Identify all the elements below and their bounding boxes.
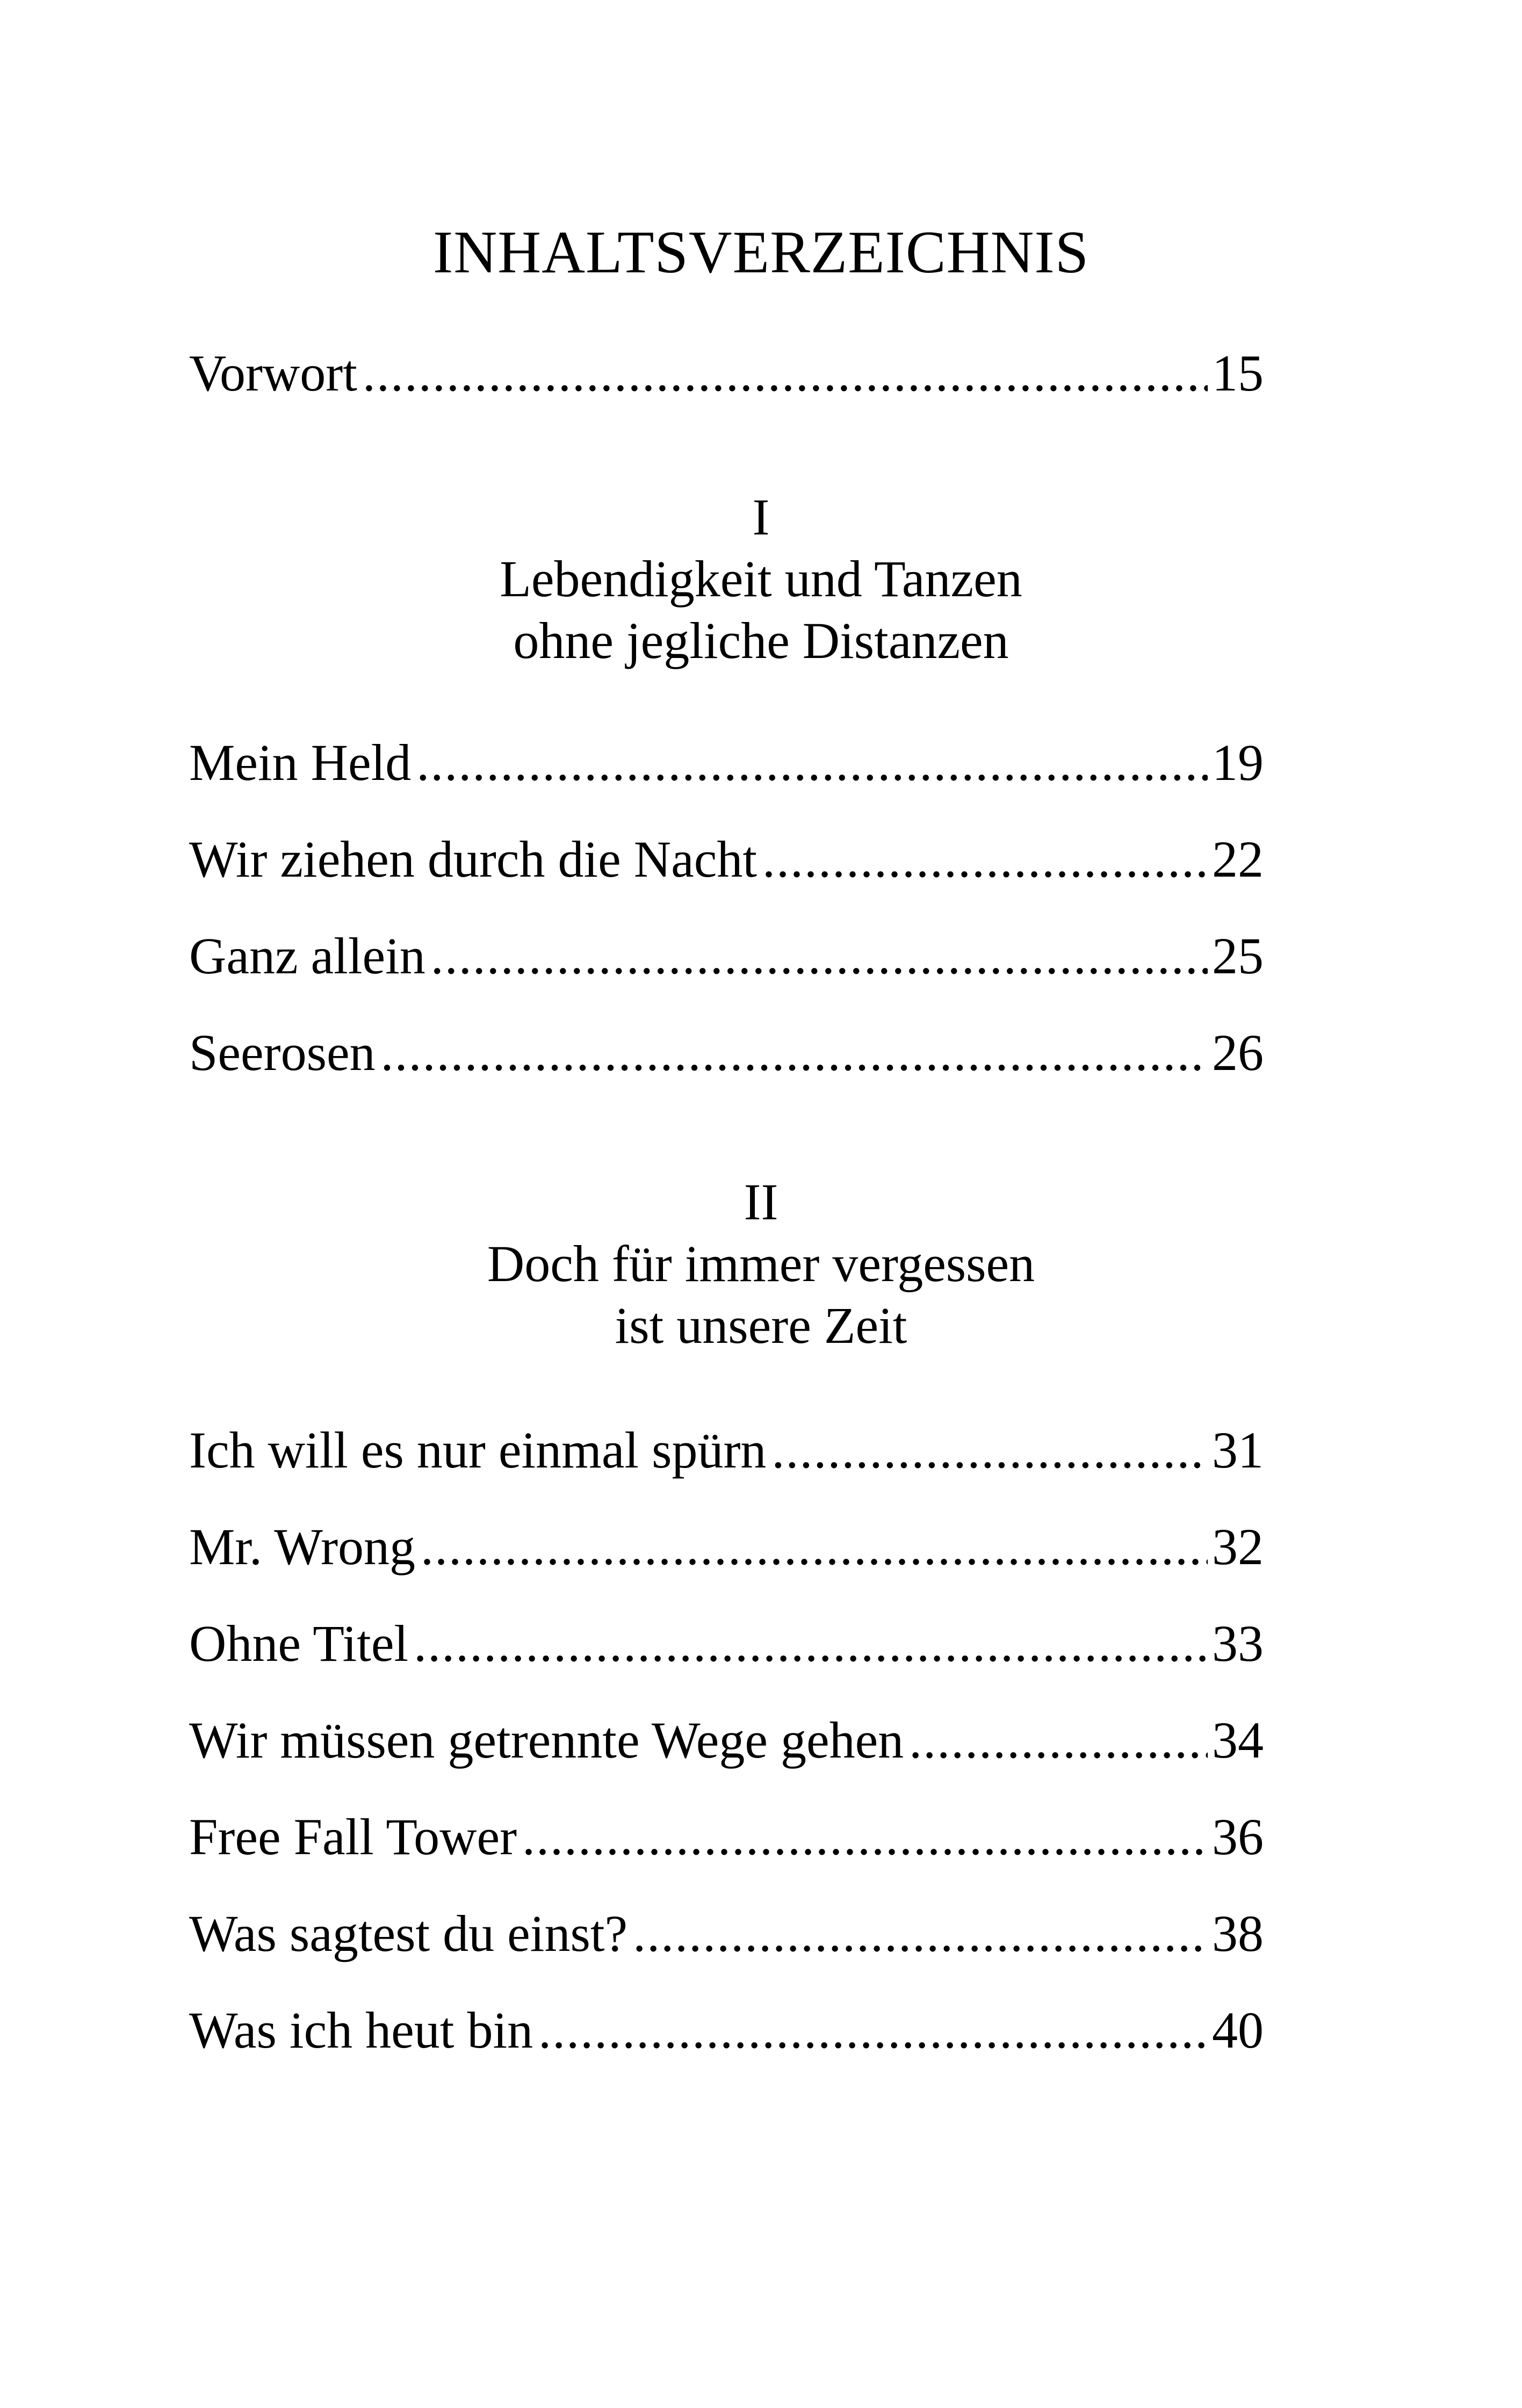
- toc-entry-title: Wir müssen getrennte Wege gehen: [189, 1711, 904, 1769]
- toc-entry-page: 38: [1212, 1905, 1264, 1962]
- toc-leader-dots: [431, 921, 1208, 991]
- toc-leader-dots: [416, 728, 1208, 798]
- part-heading-line: ohne jegliche Distanzen: [513, 612, 1009, 669]
- toc-entry-page: 36: [1212, 1808, 1264, 1865]
- toc-entry: [189, 1899, 1264, 1969]
- toc-entry-title: Ich will es nur einmal spürn: [189, 1421, 767, 1479]
- part-heading-line: Lebendigkeit und Tanzen: [500, 550, 1022, 608]
- toc-entry-page: 25: [1212, 927, 1264, 985]
- toc-entry-page: 34: [1212, 1711, 1264, 1769]
- part-heading-line: Doch für immer vergessen: [487, 1235, 1035, 1292]
- toc-leader-dots: [762, 825, 1208, 894]
- toc-entry-page: 31: [1212, 1421, 1264, 1479]
- toc-leader-dots: [363, 338, 1208, 408]
- toc-entry-page: 40: [1212, 2001, 1264, 2059]
- toc-entry-title: Mein Held: [189, 734, 412, 791]
- toc-entry-title: Free Fall Tower: [189, 1808, 517, 1865]
- toc-entry: [189, 728, 1264, 798]
- toc-leader-dots: [909, 1705, 1208, 1775]
- toc-entry-title: Was sagtest du einst?: [189, 1905, 628, 1962]
- toc-leader-dots: [381, 1018, 1208, 1088]
- toc-entry-page: 32: [1212, 1518, 1264, 1575]
- toc-leader-dots: [771, 1415, 1208, 1485]
- toc-entry-page: 26: [1212, 1024, 1264, 1081]
- toc-leader-dots: [522, 1802, 1208, 1872]
- toc-entry-title: Seerosen: [189, 1024, 376, 1081]
- toc-entry-title: Ganz allein: [189, 927, 425, 985]
- toc-leader-dots: [633, 1899, 1208, 1969]
- part-heading: [0, 486, 1522, 671]
- part-numeral: II: [744, 1173, 778, 1231]
- toc-leader-dots: [421, 1512, 1208, 1582]
- toc-entry: [189, 825, 1264, 894]
- part-heading-line: ist unsere Zeit: [615, 1297, 907, 1354]
- toc-entry-title: Ohne Titel: [189, 1615, 409, 1672]
- toc-entry-title: Was ich heut bin: [189, 2001, 533, 2059]
- toc-entry-title: Mr. Wrong: [189, 1518, 416, 1575]
- toc-entry-title: Vorwort: [189, 344, 357, 402]
- toc-entry: [189, 1018, 1264, 1088]
- toc-entry: [189, 921, 1264, 991]
- toc-entry: [189, 1802, 1264, 1872]
- toc-entry: [189, 1415, 1264, 1485]
- toc-leader-dots: [414, 1609, 1208, 1679]
- toc-entry-page: 22: [1212, 830, 1264, 888]
- page-title: INHALTSVERZEICHNIS: [433, 219, 1089, 286]
- toc-entry-page: 15: [1212, 344, 1264, 402]
- toc-entry-page: 33: [1212, 1615, 1264, 1672]
- toc-entry: [189, 1995, 1264, 2065]
- part-numeral: I: [752, 488, 770, 546]
- toc-entry-preface: [189, 338, 1264, 408]
- toc-entry: [189, 1705, 1264, 1775]
- toc-entry-title: Wir ziehen durch die Nacht: [189, 830, 757, 888]
- toc-entry: [189, 1609, 1264, 1679]
- toc-entry: [189, 1512, 1264, 1582]
- part-heading: [0, 1171, 1522, 1356]
- toc-leader-dots: [538, 1995, 1208, 2065]
- toc-entry-page: 19: [1212, 734, 1264, 791]
